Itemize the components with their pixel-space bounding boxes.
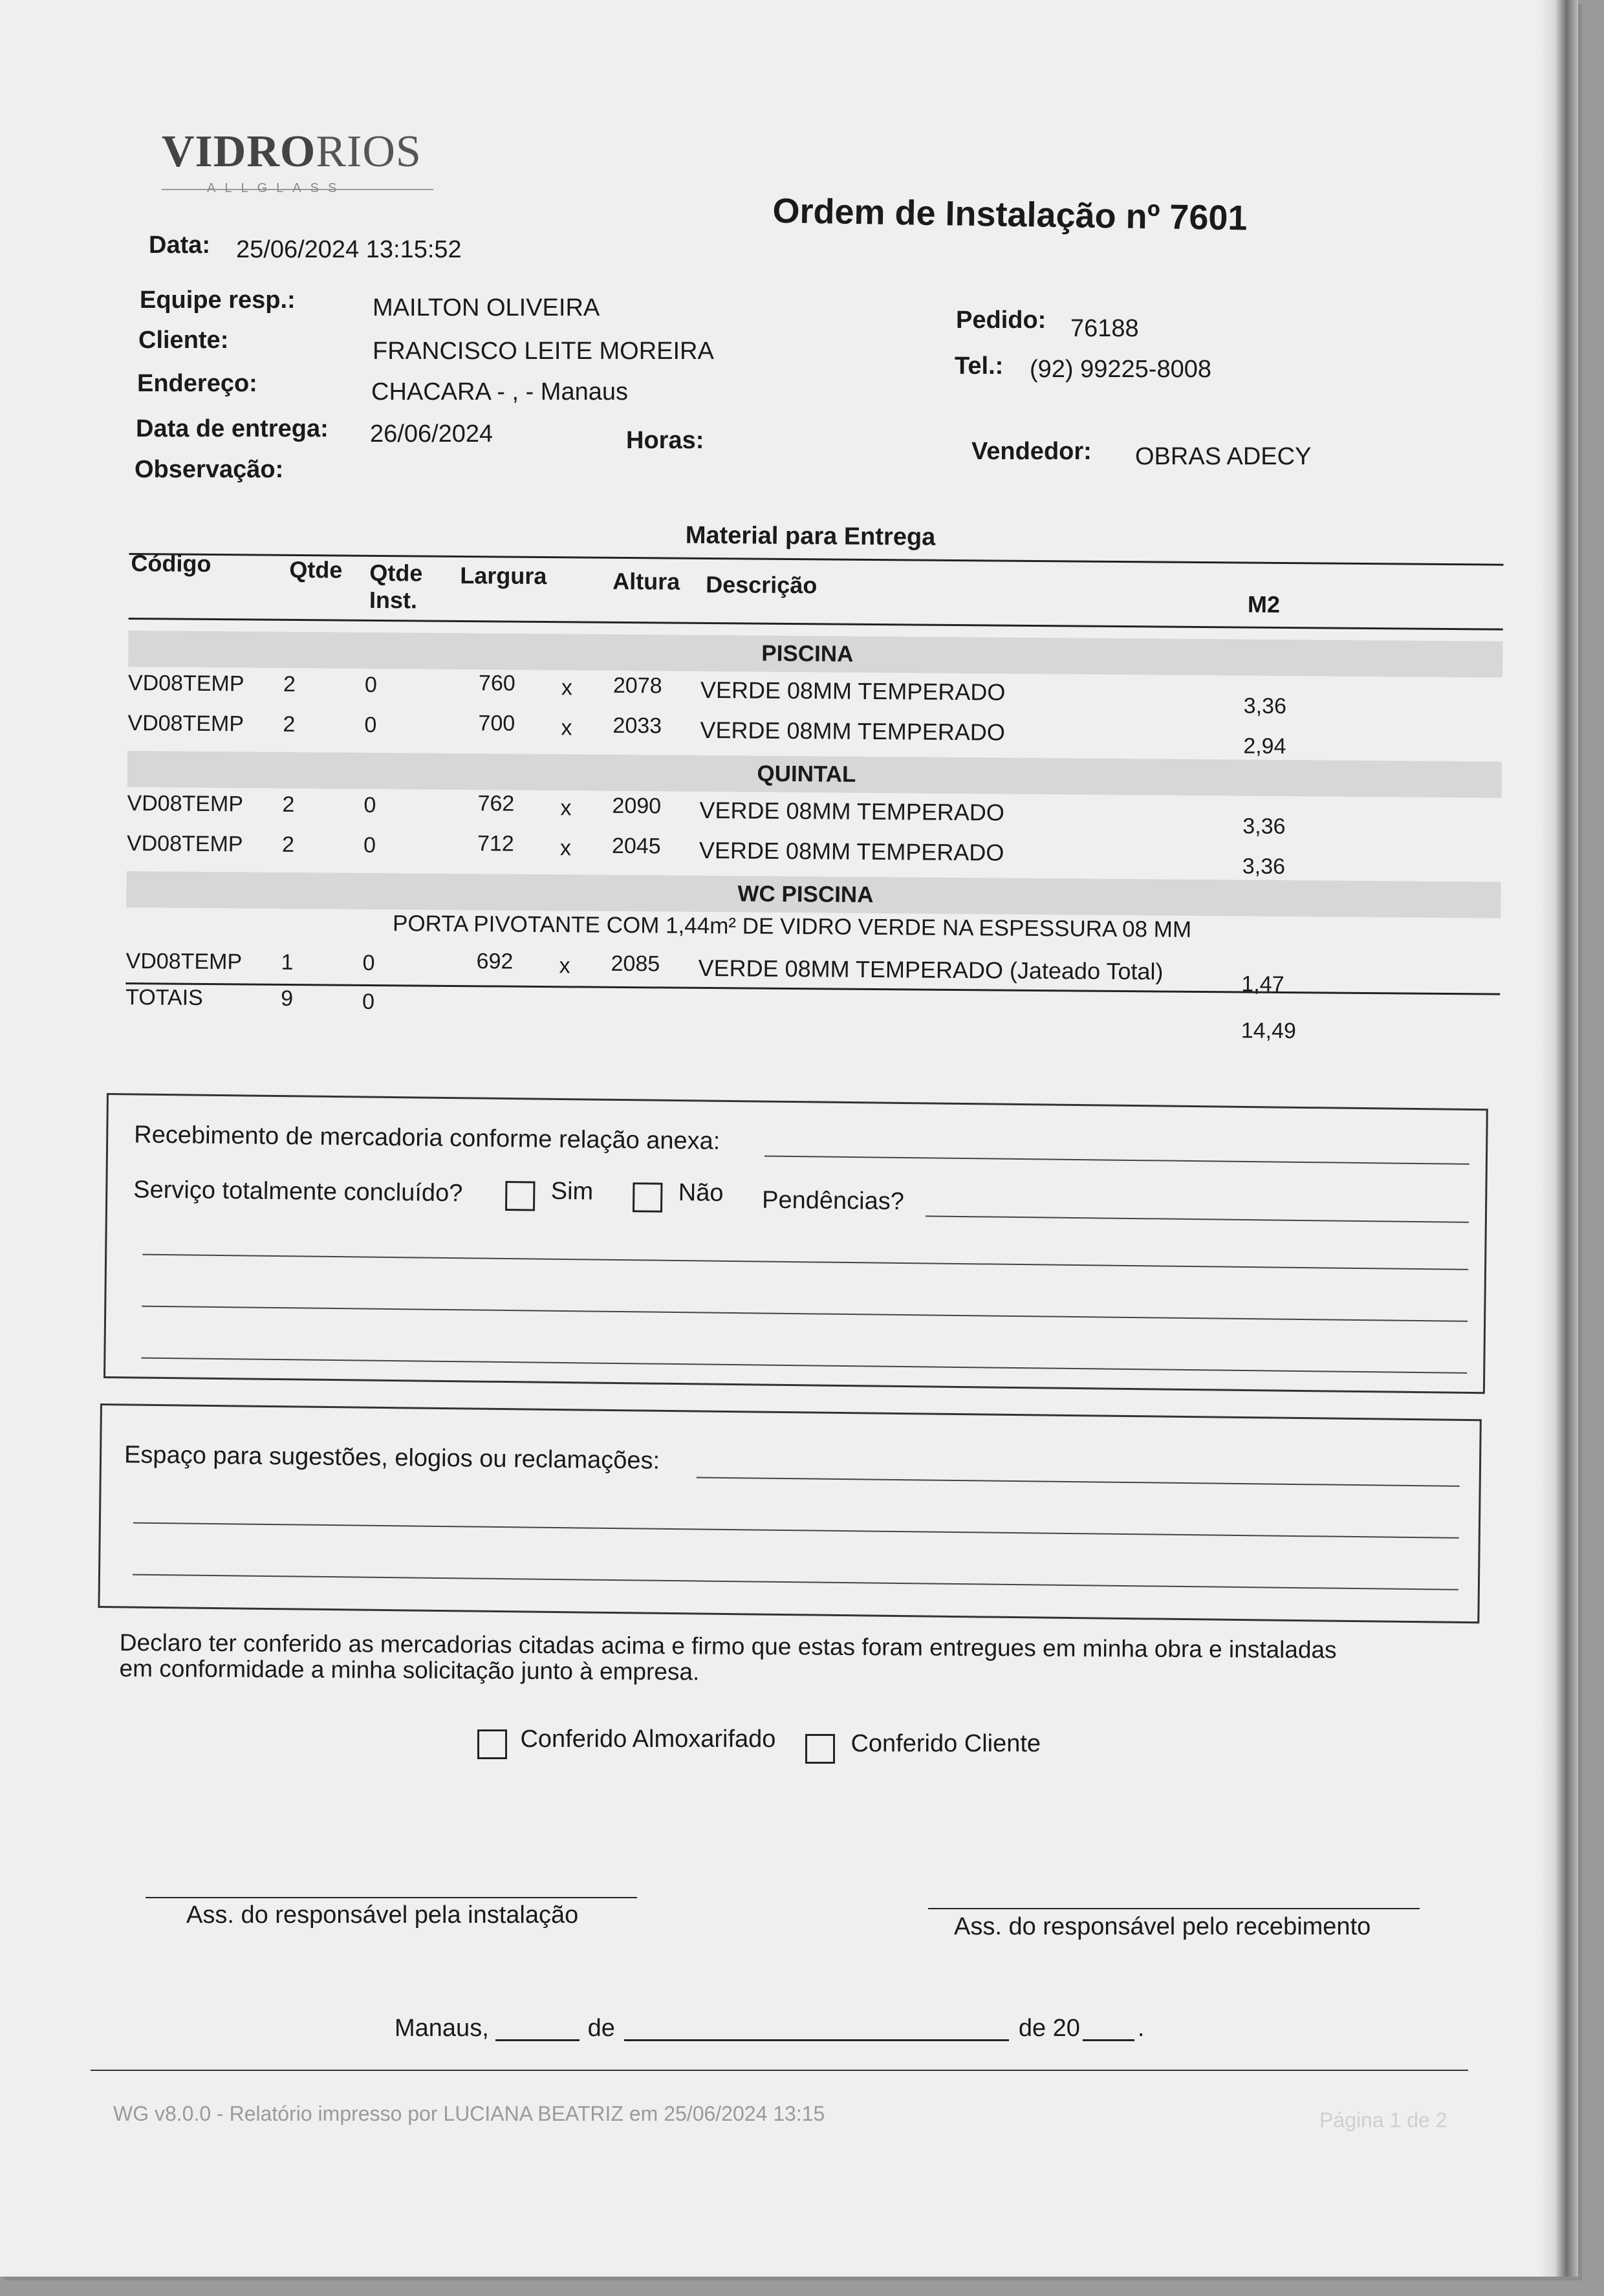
phone-label: Tel.: [955, 352, 1004, 380]
conferido-cliente-checkbox[interactable] [805, 1734, 835, 1764]
receipt-text: Recebimento de mercadoria conforme relação anexa: [134, 1121, 721, 1155]
totals-m2: 14,49 [1241, 1018, 1297, 1044]
seller-value: OBRAS ADECY [1135, 443, 1312, 470]
row-x: x [561, 715, 572, 741]
section-note: PORTA PIVOTANTE COM 1,44m² DE VIDRO VERDE NA ESPESSURA 08 MM [392, 911, 1192, 942]
row-altura: 2078 [612, 673, 662, 699]
row-descricao: VERDE 08MM TEMPERADO (Jateado Total) [698, 954, 1164, 985]
seller-label: Vendedor: [971, 438, 1092, 465]
row-x: x [560, 796, 572, 821]
footer-printed-by: WG v8.0.0 - Relatório impresso por LUCIANA BEATRIZ em 25/06/2024 13:15 [113, 2102, 825, 2125]
conferido-cliente-label: Conferido Cliente [851, 1730, 1041, 1757]
nao-checkbox[interactable] [633, 1182, 663, 1213]
row-x: x [559, 836, 572, 861]
team-label: Equipe resp.: [140, 287, 296, 314]
totals-label: TOTAIS [125, 984, 203, 1010]
row-x: x [559, 953, 570, 979]
date-label: Data: [149, 232, 211, 259]
row-altura: 2033 [612, 713, 662, 739]
receipt-blank-line-3[interactable] [141, 1358, 1467, 1374]
observation-label: Observação: [135, 456, 284, 483]
row-codigo: VD08TEMP [127, 670, 244, 697]
city-label: Manaus, [395, 2015, 489, 2042]
address-value: CHACARA - , - Manaus [371, 378, 628, 406]
client-value: FRANCISCO LEITE MOREIRA [373, 338, 714, 365]
totals-inst: 0 [362, 989, 375, 1014]
order-number-value: 76188 [1070, 315, 1139, 342]
row-qtde: 2 [281, 832, 295, 858]
row-inst: 0 [363, 832, 376, 858]
receipt-blank-line-2[interactable] [142, 1306, 1468, 1322]
place-date-line [395, 2015, 1144, 2042]
company-logo: VIDRORIOS [162, 127, 422, 177]
nao-option[interactable] [633, 1178, 724, 1213]
address-label: Endereço: [137, 370, 257, 397]
row-codigo: VD08TEMP [127, 710, 244, 737]
row-m2: 1,47 [1241, 971, 1284, 997]
suggestions-line-3[interactable] [133, 1574, 1458, 1590]
row-inst: 0 [364, 712, 377, 738]
material-title: Material para Entrega [685, 521, 936, 551]
hours-label: Horas: [626, 427, 704, 454]
year-blank[interactable] [1083, 2028, 1134, 2041]
row-qtde: 1 [281, 949, 294, 975]
sim-checkbox[interactable] [505, 1181, 536, 1211]
row-descricao: VERDE 08MM TEMPERADO [700, 676, 1006, 706]
receipt-line[interactable] [764, 1156, 1469, 1165]
conferido-almox-label: Conferido Almoxarifado [520, 1726, 776, 1753]
footer-rule [91, 2070, 1468, 2071]
row-inst: 0 [362, 950, 375, 976]
suggestions-box [98, 1403, 1481, 1623]
date-value: 25/06/2024 13:15:52 [236, 236, 462, 263]
col-qtde-inst [369, 559, 423, 614]
row-descricao: VERDE 08MM TEMPERADO [699, 836, 1004, 866]
row-largura: 700 [478, 711, 515, 736]
row-m2: 3,36 [1242, 854, 1286, 880]
row-codigo: VD08TEMP [127, 790, 244, 817]
row-largura: 760 [478, 671, 515, 696]
phone-value: (92) 99225-8008 [1030, 356, 1211, 383]
row-m2: 3,36 [1243, 693, 1287, 719]
sim-label: Sim [550, 1177, 594, 1206]
row-altura: 2090 [612, 793, 662, 819]
pendencias-label: Pendências? [761, 1186, 905, 1215]
row-qtde: 2 [283, 671, 296, 697]
nao-label: Não [678, 1179, 724, 1207]
col-altura: Altura [612, 567, 680, 595]
de-label-2: de 20 [1018, 2015, 1080, 2042]
totals-rule [125, 982, 1500, 995]
table-header-rule [129, 618, 1503, 631]
conferido-almox-option[interactable] [477, 1726, 775, 1759]
footer-page-number: Página 1 de 2 [1319, 2108, 1447, 2132]
month-blank[interactable] [624, 2028, 1009, 2041]
row-largura: 692 [476, 949, 514, 974]
end-period: . [1137, 2015, 1145, 2042]
sim-option[interactable] [505, 1177, 593, 1211]
row-largura: 762 [477, 791, 515, 816]
signature-line-installer[interactable] [146, 1897, 637, 1898]
conferido-almox-checkbox[interactable] [477, 1729, 507, 1759]
receipt-blank-line-1[interactable] [142, 1254, 1468, 1270]
declaration-line-1: Declaro ter conferido as mercadorias citadas acima e firmo que estas foram entregues em minha obra e instaladas [119, 1629, 1337, 1663]
row-altura: 2045 [611, 833, 661, 859]
row-qtde: 2 [282, 792, 295, 818]
section-title: QUINTAL [757, 761, 856, 787]
row-x: x [561, 675, 573, 700]
section-title: WC PISCINA [737, 881, 874, 908]
declaration-line-2: em conformidade a minha solicitação junto à empresa. [119, 1654, 700, 1685]
col-qtde-inst-line1: Qtde [369, 559, 423, 587]
row-codigo: VD08TEMP [126, 830, 243, 857]
team-value: MAILTON OLIVEIRA [373, 294, 600, 321]
pendencias-line[interactable] [926, 1215, 1469, 1223]
suggestions-line-1[interactable] [697, 1477, 1460, 1486]
col-descricao: Descrição [706, 571, 818, 599]
conferido-cliente-option[interactable] [805, 1730, 1041, 1764]
row-inst: 0 [364, 672, 378, 698]
col-codigo: Código [131, 550, 211, 577]
material-table [0, 0, 1582, 1111]
row-descricao: VERDE 08MM TEMPERADO [699, 796, 1005, 826]
row-largura: 712 [477, 831, 514, 856]
service-question: Serviço totalmente concluído? [133, 1176, 463, 1208]
row-inst: 0 [363, 792, 376, 818]
col-m2: M2 [1247, 590, 1281, 618]
delivery-date-label: Data de entrega: [136, 415, 329, 442]
client-label: Cliente: [138, 327, 229, 354]
col-largura: Largura [460, 562, 547, 590]
row-m2: 3,36 [1242, 814, 1286, 839]
col-qtde: Qtde [289, 556, 343, 583]
section-title: PISCINA [761, 640, 854, 667]
declaration [120, 1630, 1337, 1689]
row-codigo: VD08TEMP [125, 948, 243, 975]
order-title: Ordem de Instalação nº 7601 [772, 191, 1248, 238]
de-label-1: de [587, 2015, 615, 2042]
day-blank[interactable] [495, 2028, 580, 2041]
row-qtde: 2 [283, 711, 296, 737]
suggestions-line-2[interactable] [133, 1522, 1459, 1539]
signature-installer-label: Ass. do responsável pela instalação [186, 1901, 579, 1929]
row-descricao: VERDE 08MM TEMPERADO [700, 716, 1006, 746]
signature-receiver-label: Ass. do responsável pelo recebimento [954, 1913, 1371, 1940]
receipt-box [103, 1093, 1488, 1394]
order-number-label: Pedido: [956, 307, 1046, 334]
delivery-date-value: 26/06/2024 [370, 420, 493, 448]
totals-qtde: 9 [281, 986, 294, 1012]
signature-line-receiver[interactable] [928, 1908, 1420, 1909]
row-altura: 2085 [611, 951, 660, 977]
col-qtde-inst-line2: Inst. [369, 586, 418, 614]
logo-subtitle: ALLGLASS [207, 181, 346, 195]
row-m2: 2,94 [1243, 733, 1286, 759]
suggestions-label: Espaço para sugestões, elogios ou reclamações: [124, 1441, 660, 1475]
